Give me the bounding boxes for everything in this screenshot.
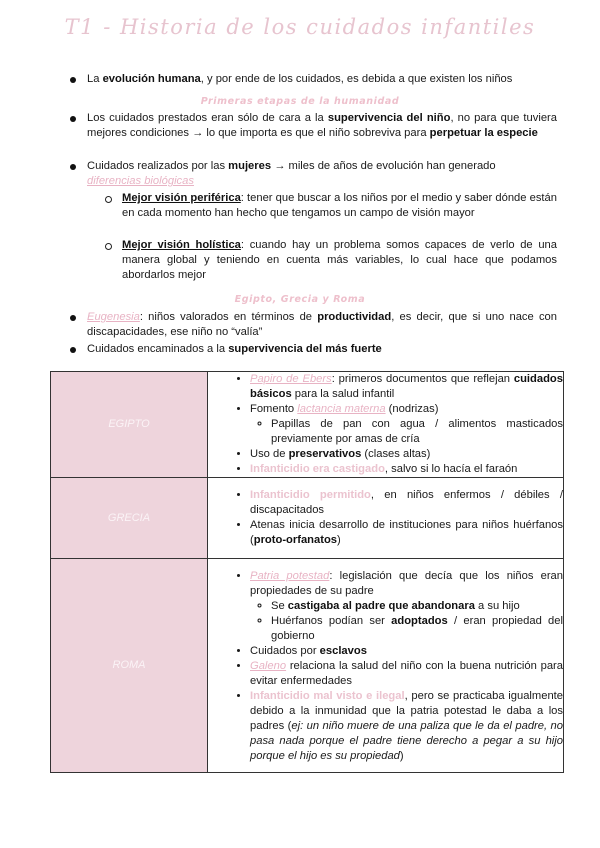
list-item: • Uso de preservativos (clases altas) [250,447,563,462]
list-item: • Patria potestad: legislación que decía que los niños eran propiedades de su padre ◦ Se castigaba al padre que abandonara a su hijo ◦ Huérfanos podían ser adoptados / eran propiedad del gobierno [250,569,563,644]
list-item: Los cuidados prestados eran sólo de cara a la supervivencia del niño, no para que tuviera mejores condiciones → lo que importa es que el niño sobreviva para perpetuar la especie [87,112,557,139]
intro-bullet: La evolución humana, y por ende de los cuidados, es debida a que existen los niños [87,73,513,85]
bullet-dot [70,116,76,122]
list-item: • Atenas inicia desarrollo de instituciones para niños huérfanos (proto-orfanatos) [250,518,563,548]
page-title: T1 - Historia de los cuidados infantiles [64,15,536,39]
list-item: • Fomento lactancia materna (nodrizas) ◦ Papillas de pan con agua / alimentos masticados previamente por amas de cría [250,402,563,447]
civilizations-table [50,371,564,773]
row-label-egipto: EGIPTO [51,372,208,478]
list-item: ◦ Se castigaba al padre que abandonara a su hijo [271,599,563,614]
list-item: Mejor visión holística: cuando hay un problema somos capaces de verlo de una manera global y teniendo en cuenta más variables, lo cual hace que podamos abordarlos mejor [122,239,557,281]
list-item: Eugenesia: niños valorados en términos de productividad, es decir, que si uno nace con discapacidades, ese niño no “valía” [87,311,557,338]
row-label-roma: ROMA [51,559,208,773]
list-item: ◦ Papillas de pan con agua / alimentos masticados previamente por amas de cría [271,417,563,447]
bullet-dot [70,164,76,170]
sub-bullet-circle [105,243,112,250]
list-item: • Papiro de Ebers: primeros documentos que reflejan cuidados básicos para la salud infantil [250,372,563,402]
list-item: • Cuidados por esclavos [250,644,563,659]
list-item: • Infanticidio era castigado, salvo si lo hacía el faraón [250,462,563,477]
list-item: • Galeno relaciona la salud del niño con la buena nutrición para evitar enfermedades [250,659,563,689]
section-heading-primeras: Primeras etapas de la humanidad [200,96,400,107]
list-item: • Infanticidio permitido, en niños enfermos / débiles / discapacitados [250,488,563,518]
section-heading-egipto-grecia-roma: Egipto, Grecia y Roma [234,294,366,305]
sub-bullet-circle [105,196,112,203]
list-item: Cuidados encaminados a la supervivencia del más fuerte [87,343,382,355]
bullet-dot [70,77,76,83]
list-item: Cuidados realizados por las mujeres → miles de años de evolución han generado diferencias biológicas [87,160,496,187]
row-label-grecia: GRECIA [51,478,208,559]
table-row-roma [51,559,564,773]
table-row-grecia [51,478,564,559]
list-item: Mejor visión periférica: tener que buscar a los niños por el medio y saber dónde están en cada momento han hecho que tengamos un campo de visión mayor [122,192,557,219]
bullet-dot [70,347,76,353]
table-row-egipto [51,372,564,478]
bullet-dot [70,315,76,321]
list-item: • Infanticidio mal visto e ilegal, pero se practicaba igualmente debido a la inmunidad que la patria potestad le daba a los padres (ej: un niño muere de una paliza que le da el padre, no pasa nada porque el padre tiene derecho a pegar a su hijo porque el hijo es su propiedad) [250,689,563,764]
list-item: ◦ Huérfanos podían ser adoptados / eran propiedad del gobierno [271,614,563,644]
